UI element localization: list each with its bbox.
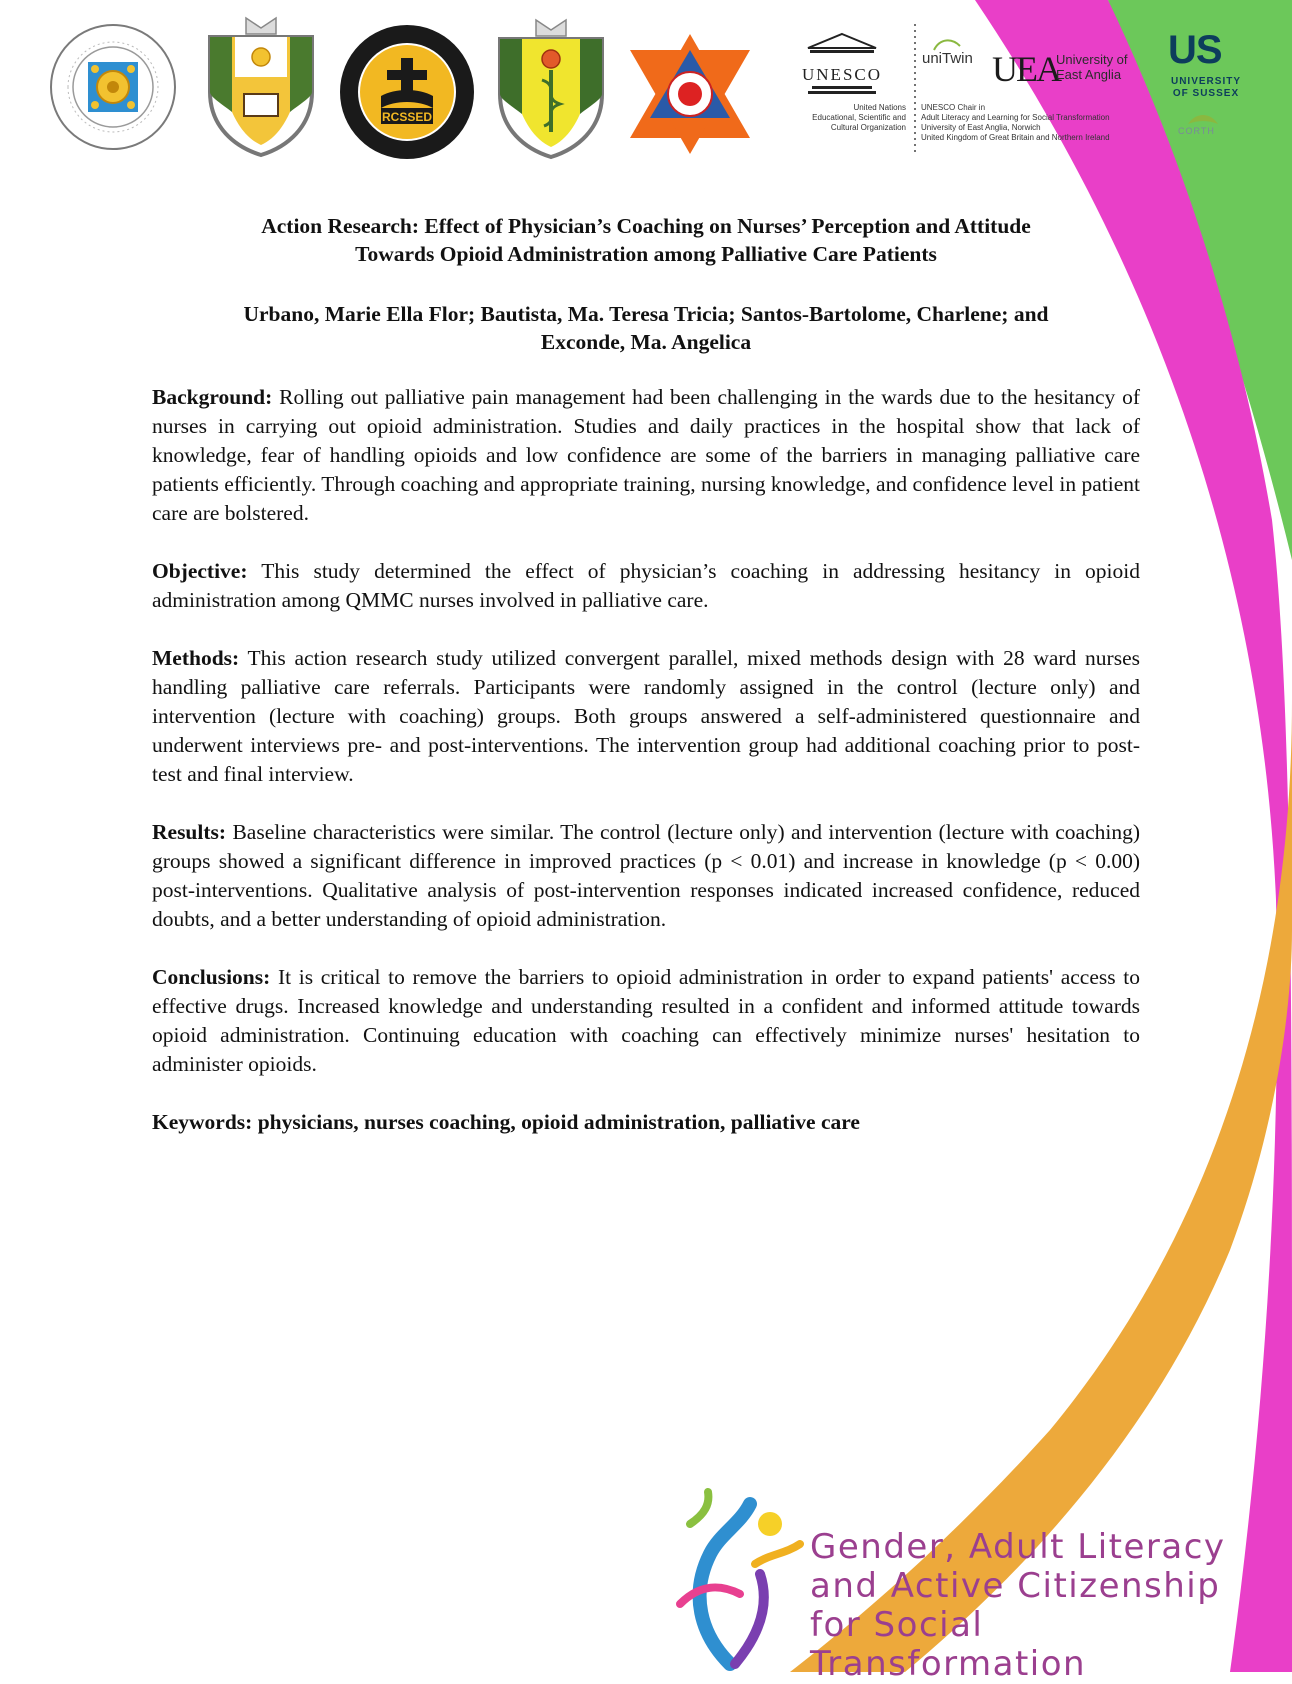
unitwin-caption-line: United Kingdom of Great Britain and Northern Ireland [921,133,1110,142]
college-shield-logo [202,12,320,157]
section-label: Results: [152,820,227,844]
unesco-caption-line: Educational, Scientific and [812,113,906,122]
section-text: Baseline characteristics were similar. The control (lecture only) and intervention (lecture with coaching) groups showed a significant difference in improved practices (p < 0.01) and increase in knowledge (p < 0.00) post-interventions. Qualitative analysis of post-intervention responses indicated increased confidence, reduced doubts, and a better understanding of opioid administration. [152,820,1141,931]
section-label: Objective: [152,559,248,583]
section-label: Conclusions: [152,965,271,989]
unesco-caption-line: Cultural Organization [830,123,906,132]
unitwin-caption-line: UNESCO Chair in [921,103,986,112]
section-text: This action research study utilized convergent parallel, mixed methods design with 28 ward nurses handling palliative care referrals. Participants were randomly assigned in the control (lecture only) and intervention (lecture with coaching) groups. Both groups answered a self-administered questionnaire and underwent interviews pre- and post-interventions. The intervention group had additional coaching prior to post-test and final interview. [152,646,1140,786]
dotted-divider [912,24,918,154]
unitwin-caption [921,103,1161,143]
sussex-name-line: UNIVERSITY [1170,76,1241,87]
unesco-caption-line: United Nations [853,103,906,112]
title-line: Towards Opioid Administration among Palliative Care Patients [355,242,937,266]
author-list [150,300,1142,356]
results-section [152,818,1140,934]
medicine-shield-logo [492,14,610,159]
unesco-temple-logo [801,32,883,98]
brand-line: Gender, Adult Literacy [810,1527,1226,1567]
uea-name-line: University of [1056,52,1128,67]
gender-literacy-brand [810,1528,1260,1684]
kathmandu-university-logo [626,30,754,158]
unesco-caption [786,103,906,133]
sussex-mark: US [1168,28,1222,72]
logo-strip [0,0,1292,180]
uea-name-line: East Anglia [1056,67,1122,82]
abstract-body [152,383,1140,1137]
sussex-name-line: OF SUSSEX [1172,88,1240,99]
corth-leaf-icon [1186,112,1220,126]
author-line: Exconde, Ma. Angelica [540,330,752,354]
unitwin-caption-line: Adult Literacy and Learning for Social Transformation [921,113,1110,122]
unitwin-wordmark: uniTwin [922,50,973,67]
conclusions-section [152,963,1140,1079]
unitwin-swirl-icon [932,36,962,54]
author-line: Urbano, Marie Ella Flor; Bautista, Ma. Teresa Tricia; Santos-Bartolome, Charlene; and [243,302,1049,326]
section-text: It is critical to remove the barriers to opioid administration in order to expand patients' access to effective drugs. Increased knowledge and understanding resulted in a confident and informed attitude towards opioid administration. Continuing education with coaching can effectively minimize nurses' hesitation to administer opioids. [152,965,1140,1076]
ust-seal-logo [48,22,178,152]
sussex-name [1156,76,1256,100]
objective-section [152,557,1140,615]
paper-title [150,212,1142,268]
svg-text:RCSSED: RCSSED [381,110,433,124]
brand-line: and Active Citizenship [810,1566,1221,1606]
uea-name [1056,52,1128,82]
section-text: Rolling out palliative pain management had been challenging in the wards due to the hesitancy of nurses in carrying out opioid administration. Studies and daily practices in the hospital show that lack of knowledge, fear of handling opioids and low confidence are some of the barriers in managing palliative care patients efficiently. Through coaching and appropriate training, nursing knowledge, and confidence level in patient care are bolstered. [152,385,1140,525]
corth-label: CORTH [1178,126,1215,136]
section-text: This study determined the effect of physician’s coaching in addressing hesitancy in opioid administration among QMMC nurses involved in palliative care. [152,559,1140,612]
unitwin-caption-line: University of East Anglia, Norwich [921,123,1041,132]
keywords-line: Keywords: physicians, nurses coaching, opioid administration, palliative care [152,1110,860,1134]
title-line: Action Research: Effect of Physician’s Coaching on Nurses’ Perception and Attitude [261,214,1031,238]
background-section [152,383,1140,528]
brand-line: for Social Transformation [810,1605,1087,1684]
dancing-figure-logo [660,1484,810,1669]
section-label: Background: [152,385,273,409]
methods-section [152,644,1140,789]
uea-mark: UEA [992,49,1060,89]
section-label: Methods: [152,646,240,670]
unesco-wordmark: UNESCO [801,65,883,84]
rcssed-logo [337,22,477,162]
